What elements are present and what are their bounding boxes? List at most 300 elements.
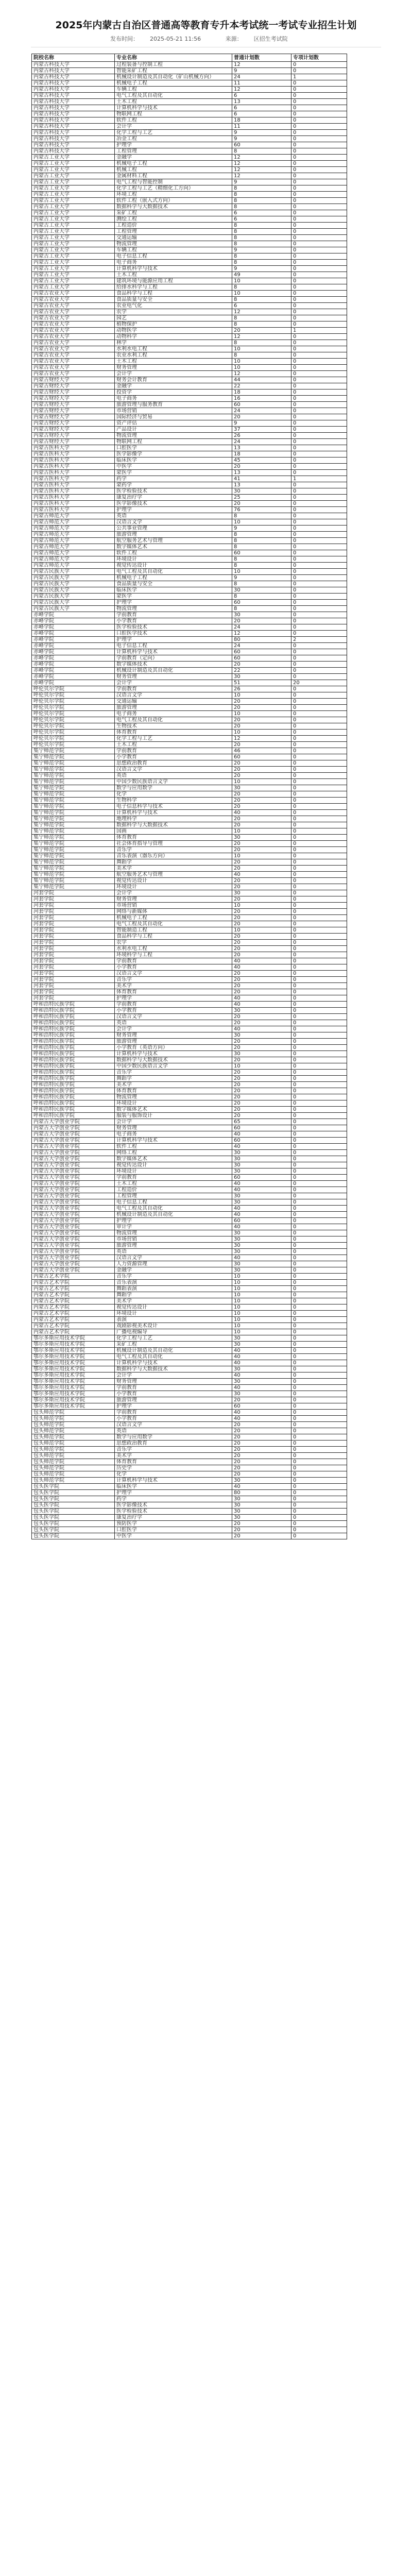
cell-special-quota: 0 [291,674,347,680]
table-row [32,1298,347,1304]
cell-major: 康复治疗学 [115,495,232,501]
cell-special-quota: 0 [291,748,347,754]
cell-special-quota: 0 [291,662,347,668]
cell-major: 音乐学 [115,1274,232,1280]
cell-special-quota: 0 [291,1335,347,1342]
table-row [32,328,347,334]
cell-school: 内蒙古大学创业学院 [32,1199,115,1206]
cell-general-quota: 30 [232,1168,291,1175]
cell-school: 赤峰学院 [32,674,115,680]
cell-general-quota: 8 [232,204,291,210]
cell-school: 包头师范学院 [32,1459,115,1465]
cell-special-quota: 0 [291,1020,347,1026]
cell-special-quota: 0 [291,624,347,631]
cell-major: 护理学 [115,637,232,643]
cell-major: 土木工程 [115,742,232,748]
cell-school: 包头医学院 [32,1521,115,1527]
cell-general-quota: 40 [232,1385,291,1391]
table-row [32,62,347,68]
cell-major: 财务会计教育 [115,377,232,383]
cell-major: 舞蹈学 [115,1292,232,1298]
table-row [32,309,347,315]
cell-school: 内蒙古农业大学 [32,291,115,297]
cell-major: 财务管理 [115,1125,232,1131]
cell-special-quota: 0 [291,600,347,606]
table-row [32,1311,347,1317]
cell-special-quota: 0 [291,1206,347,1212]
cell-school: 内蒙古工业大学 [32,247,115,253]
cell-school: 内蒙古师范大学 [32,519,115,526]
cell-special-quota: 0 [291,538,347,544]
cell-school: 呼和浩特民族学院 [32,1094,115,1100]
table-row [32,748,347,754]
table-row [32,804,347,810]
table-row [32,1193,347,1199]
cell-school: 内蒙古艺术学院 [32,1286,115,1292]
cell-general-quota: 20 [232,921,291,927]
cell-general-quota: 30 [232,488,291,495]
cell-general-quota: 20 [232,723,291,730]
cell-special-quota: 0 [291,1107,347,1113]
cell-general-quota: 24 [232,643,291,649]
cell-special-quota: 0 [291,1447,347,1453]
cell-school: 内蒙古医科大学 [32,507,115,513]
cell-general-quota: 40 [232,958,291,964]
cell-major: 计算机科学与技术 [115,266,232,272]
cell-major: 会计学 [115,890,232,896]
table-row [32,637,347,643]
cell-general-quota: 20 [232,977,291,983]
table-row [32,736,347,742]
table-row [32,359,347,365]
cell-major: 美术学 [115,1453,232,1459]
cell-major: 机械设计制造及其自动化 [115,1212,232,1218]
cell-general-quota: 8 [232,513,291,519]
cell-special-quota: 0 [291,284,347,291]
cell-special-quota: 0 [291,80,347,87]
cell-special-quota: 0 [291,1008,347,1014]
cell-major: 物流管理 [115,1094,232,1100]
cell-major: 交通运输 [115,235,232,241]
cell-general-quota: 12 [232,87,291,93]
cell-general-quota: 20 [232,1459,291,1465]
table-row [32,964,347,971]
cell-special-quota: 0 [291,1175,347,1181]
cell-major: 测绘工程 [115,216,232,223]
table-row [32,377,347,383]
cell-special-quota: 0 [291,631,347,637]
cell-major: 数据科学与大数据技术 [115,822,232,828]
cell-general-quota: 40 [232,1255,291,1261]
cell-general-quota: 20 [232,618,291,624]
cell-special-quota: 0 [291,1138,347,1144]
cell-general-quota: 10 [232,1274,291,1280]
cell-school: 内蒙古科技大学 [32,68,115,74]
cell-special-quota: 0 [291,791,347,798]
cell-general-quota: 10 [232,1280,291,1286]
cell-general-quota: 20 [232,1107,291,1113]
cell-school: 内蒙古工业大学 [32,216,115,223]
cell-school: 河套学院 [32,915,115,921]
cell-major: 林学 [115,340,232,346]
cell-special-quota: 0 [291,921,347,927]
cell-special-quota: 0 [291,1465,347,1471]
cell-special-quota: 0 [291,352,347,359]
cell-school: 内蒙古大学创业学院 [32,1119,115,1125]
table-row [32,1261,347,1267]
cell-general-quota: 6 [232,105,291,111]
cell-major: 小学教育 [115,1391,232,1397]
cell-general-quota: 30 [232,1261,291,1267]
cell-general-quota: 8 [232,581,291,587]
cell-major: 会计学 [115,1119,232,1125]
cell-major: 机械工程 [115,167,232,173]
table-body [32,62,347,1539]
cell-general-quota: 9 [232,179,291,185]
table-row [32,402,347,408]
table-row [32,340,347,346]
cell-major: 工程管理 [115,148,232,155]
cell-special-quota: 0 [291,377,347,383]
cell-general-quota: 8 [232,148,291,155]
cell-major: 药学 [115,1496,232,1502]
cell-major: 环境设计 [115,884,232,890]
cell-school: 包头医学院 [32,1484,115,1490]
cell-special-quota: 0 [291,117,347,124]
cell-special-quota: 0 [291,1422,347,1428]
cell-major: 水利水电工程 [115,946,232,952]
cell-special-quota: 0 [291,1014,347,1020]
table-row [32,389,347,396]
table-row [32,760,347,767]
cell-special-quota: 0 [291,433,347,439]
cell-special-quota: 0 [291,971,347,977]
cell-special-quota: 0 [291,606,347,612]
cell-general-quota: 20 [232,767,291,773]
cell-major: 表演 [115,1317,232,1323]
cell-special-quota: 0 [291,130,347,136]
cell-general-quota: 30 [232,1230,291,1236]
cell-general-quota: 60 [232,142,291,148]
cell-special-quota: 0 [291,686,347,692]
cell-general-quota: 8 [232,532,291,538]
cell-general-quota: 20 [232,816,291,822]
table-row [32,569,347,575]
cell-special-quota: 0 [291,550,347,556]
table-row [32,1490,347,1496]
cell-major: 电气工程及其自动化 [115,569,232,575]
cell-special-quota: 0 [291,1267,347,1274]
publish-time-value: 2025-05-21 11:56 [150,36,201,42]
cell-general-quota: 40 [232,1002,291,1008]
cell-school: 呼和浩特民族学院 [32,1020,115,1026]
table-row [32,1138,347,1144]
table-row [32,142,347,148]
cell-major: 公共事业管理 [115,526,232,532]
cell-general-quota: 40 [232,995,291,1002]
cell-major: 音乐学 [115,847,232,853]
cell-general-quota: 13 [232,470,291,476]
table-row [32,241,347,247]
cell-school: 河套学院 [32,989,115,995]
cell-special-quota: 0 [291,1471,347,1478]
cell-general-quota: 30 [232,1335,291,1342]
cell-school: 内蒙古财经大学 [32,420,115,427]
cell-major: 软件工程 [115,117,232,124]
table-row [32,260,347,266]
cell-special-quota: 0 [291,940,347,946]
cell-general-quota: 8 [232,340,291,346]
cell-special-quota: 0 [291,167,347,173]
table-row [32,538,347,544]
cell-general-quota: 30 [232,1008,291,1014]
table-row [32,414,347,420]
table-row [32,624,347,631]
cell-special-quota: 0 [291,989,347,995]
table-row [32,1502,347,1509]
cell-major: 舞蹈学 [115,1076,232,1082]
cell-special-quota: 0 [291,1440,347,1447]
cell-school: 内蒙古财经大学 [32,402,115,408]
table-row [32,1014,347,1020]
cell-major: 视觉传达设计 [115,1304,232,1311]
table-row [32,334,347,340]
cell-special-quota: 0 [291,563,347,569]
cell-general-quota: 20 [232,878,291,884]
cell-school: 内蒙古工业大学 [32,155,115,161]
cell-special-quota: 0 [291,309,347,315]
cell-general-quota: 10 [232,346,291,352]
cell-school: 内蒙古医科大学 [32,476,115,482]
table-row [32,532,347,538]
cell-special-quota: 0 [291,1218,347,1224]
cell-major: 护理学 [115,600,232,606]
cell-special-quota: 0 [291,93,347,99]
cell-general-quota: 6 [232,216,291,223]
cell-major: 会计学 [115,1372,232,1379]
table-row [32,958,347,964]
cell-special-quota: 0 [291,1193,347,1199]
cell-general-quota: 60 [232,550,291,556]
cell-major: 电气工程及其自动化 [115,93,232,99]
cell-major: 数学与应用数学 [115,1434,232,1440]
cell-major: 汉语言文学 [115,519,232,526]
cell-special-quota: 0 [291,594,347,600]
table-row [32,618,347,624]
cell-school: 内蒙古财经大学 [32,439,115,445]
cell-school: 内蒙古大学创业学院 [32,1138,115,1144]
cell-special-quota: 0 [291,1428,347,1434]
cell-special-quota: 0 [291,68,347,74]
cell-general-quota: 20 [232,717,291,723]
cell-special-quota: 0 [291,155,347,161]
cell-general-quota: 30 [232,1366,291,1372]
cell-general-quota: 40 [232,1181,291,1187]
table-row [32,1249,347,1255]
cell-school: 集宁师范学院 [32,872,115,878]
cell-major: 农业电气化 [115,303,232,309]
cell-general-quota: 30 [232,1502,291,1509]
cell-general-quota: 30 [232,1243,291,1249]
table-row [32,995,347,1002]
cell-major: 物流管理 [115,1230,232,1236]
cell-school: 内蒙古民族大学 [32,606,115,612]
table-row [32,117,347,124]
cell-school: 集宁师范学院 [32,816,115,822]
cell-general-quota: 20 [232,1020,291,1026]
cell-general-quota: 12 [232,62,291,68]
table-row [32,1416,347,1422]
cell-school: 内蒙古工业大学 [32,266,115,272]
cell-school: 内蒙古大学创业学院 [32,1187,115,1193]
table-row [32,173,347,179]
cell-special-quota: 0 [291,711,347,717]
cell-school: 集宁师范学院 [32,841,115,847]
table-row [32,655,347,662]
cell-major: 护理学 [115,142,232,148]
cell-special-quota: 0 [291,62,347,68]
enrollment-plan-table [31,54,347,1539]
cell-general-quota: 8 [232,185,291,192]
cell-special-quota: 0 [291,964,347,971]
cell-major: 物流管理 [115,606,232,612]
table-row [32,866,347,872]
cell-school: 内蒙古农业大学 [32,297,115,303]
cell-general-quota: 13 [232,99,291,105]
table-row [32,1199,347,1206]
cell-major: 计算机科学与技术 [115,1478,232,1484]
cell-major: 软件工程 [115,550,232,556]
table-row [32,1113,347,1119]
cell-school: 呼伦贝尔学院 [32,699,115,705]
cell-special-quota: 0 [291,655,347,662]
cell-school: 内蒙古医科大学 [32,495,115,501]
cell-general-quota: 40 [232,1131,291,1138]
cell-school: 内蒙古科技大学 [32,80,115,87]
cell-major: 音乐表演（器乐方向） [115,853,232,859]
cell-special-quota: 0 [291,260,347,266]
cell-major: 旅游管理 [115,532,232,538]
cell-general-quota: 60 [232,754,291,760]
cell-special-quota: 0 [291,581,347,587]
table-row [32,798,347,804]
cell-special-quota: 0 [291,810,347,816]
cell-general-quota: 30 [232,1236,291,1243]
cell-major: 数学与应用数学 [115,785,232,791]
cell-school: 集宁师范学院 [32,791,115,798]
table-row [32,278,347,284]
table-row [32,742,347,748]
cell-special-quota: 0 [291,1280,347,1286]
table-row [32,1008,347,1014]
table-row [32,1206,347,1212]
cell-school: 内蒙古大学创业学院 [32,1181,115,1187]
cell-major: 环境设计 [115,556,232,563]
cell-major: 土木工程 [115,272,232,278]
table-row [32,284,347,291]
cell-general-quota: 20 [232,1434,291,1440]
cell-major: 计算机科学与技术 [115,1051,232,1057]
cell-special-quota: 0 [291,934,347,940]
table-row [32,940,347,946]
cell-general-quota: 20 [232,971,291,977]
cell-general-quota: 13 [232,482,291,488]
cell-school: 呼和浩特民族学院 [32,1076,115,1082]
table-row [32,80,347,87]
cell-general-quota: 6 [232,111,291,117]
cell-school: 内蒙古科技大学 [32,87,115,93]
cell-school: 河套学院 [32,958,115,964]
cell-general-quota: 80 [232,1490,291,1496]
cell-special-quota: 0 [291,760,347,767]
cell-school: 内蒙古工业大学 [32,204,115,210]
cell-major: 视觉传达设计 [115,1162,232,1168]
table-row [32,550,347,556]
table-row [32,105,347,111]
cell-school: 内蒙古民族大学 [32,587,115,594]
cell-special-quota: 0 [291,383,347,389]
cell-general-quota: 18 [232,117,291,124]
cell-general-quota: 8 [232,544,291,550]
cell-general-quota: 45 [232,457,291,464]
cell-major: 学前教育 [115,1385,232,1391]
cell-school: 内蒙古财经大学 [32,414,115,420]
cell-major: 学前教育 [115,1002,232,1008]
table-row [32,717,347,723]
cell-major: 金属材料工程 [115,173,232,179]
cell-major: 航空服务艺术与管理 [115,872,232,878]
cell-general-quota: 12 [232,155,291,161]
cell-special-quota: 0 [291,427,347,433]
cell-general-quota: 30 [232,785,291,791]
cell-major: 土木工程 [115,359,232,365]
cell-major: 机械电子工程 [115,575,232,581]
cell-general-quota: 60 [232,655,291,662]
cell-school: 内蒙古大学创业学院 [32,1230,115,1236]
cell-school: 河套学院 [32,934,115,940]
cell-special-quota: 0 [291,872,347,878]
cell-special-quota: 0 [291,464,347,470]
table-row [32,1304,347,1311]
cell-general-quota: 26 [232,433,291,439]
cell-school: 包头师范学院 [32,1471,115,1478]
table-row [32,1026,347,1032]
cell-general-quota: 37 [232,427,291,433]
cell-major: 会计学 [115,1026,232,1032]
cell-major: 学前教育 [115,1175,232,1181]
cell-major: 水利水电工程 [115,346,232,352]
cell-general-quota: 30 [232,1199,291,1206]
cell-general-quota: 20 [232,1422,291,1428]
cell-general-quota: 12 [232,167,291,173]
cell-special-quota: 0 [291,1039,347,1045]
cell-special-quota: 0 [291,884,347,890]
cell-general-quota: 40 [232,1416,291,1422]
table-row [32,1063,347,1070]
table-row [32,427,347,433]
cell-special-quota: 0 [291,340,347,346]
cell-special-quota: 0 [291,618,347,624]
cell-major: 工程管理 [115,229,232,235]
cell-special-quota: 0 [291,1521,347,1527]
table-row [32,87,347,93]
cell-school: 内蒙古师范大学 [32,526,115,532]
cell-special-quota: 0 [291,346,347,352]
cell-general-quota: 20 [232,1045,291,1051]
cell-school: 内蒙古师范大学 [32,544,115,550]
cell-major: 电气工程及其自动化 [115,1206,232,1212]
cell-special-quota: 0 [291,1224,347,1230]
